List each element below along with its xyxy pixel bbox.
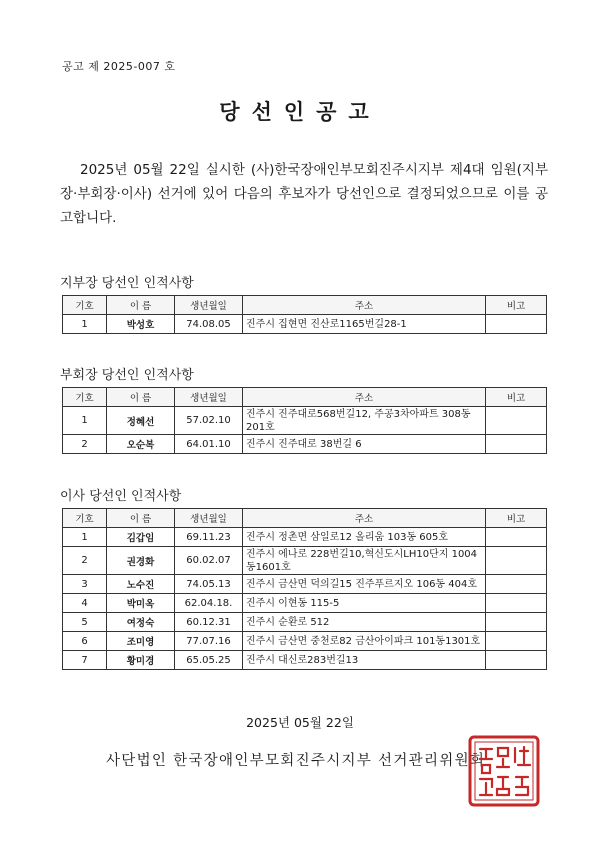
notice-number: 공고 제 2025-007 호 bbox=[62, 60, 176, 73]
intro-paragraph bbox=[60, 158, 548, 230]
cell-address: 진주시 정촌면 삼일로12 올리움 103동 605호 bbox=[243, 528, 486, 547]
cell-note bbox=[486, 315, 547, 334]
header-note: 비고 bbox=[486, 388, 547, 407]
cell-no: 2 bbox=[63, 435, 107, 454]
header-note: 비고 bbox=[486, 296, 547, 315]
document-title: 당선인공고 bbox=[219, 100, 381, 124]
cell-birth: 77.07.16 bbox=[175, 632, 243, 651]
cell-note bbox=[486, 594, 547, 613]
table-row bbox=[63, 407, 547, 435]
cell-note bbox=[486, 435, 547, 454]
announcement-date: 2025년 05월 22일 bbox=[246, 715, 354, 730]
cell-name: 노수진 bbox=[107, 575, 175, 594]
cell-no: 4 bbox=[63, 594, 107, 613]
header-no: 기호 bbox=[63, 388, 107, 407]
cell-address: 진주시 에나로 228번길10,혁신도시LH10단지 1004동1601호 bbox=[243, 547, 486, 575]
cell-no: 7 bbox=[63, 651, 107, 670]
president-table bbox=[62, 295, 547, 334]
cell-address: 진주시 금산면 중천로82 금산아이파크 101동1301호 bbox=[243, 632, 486, 651]
cell-name: 오순복 bbox=[107, 435, 175, 454]
cell-no: 2 bbox=[63, 547, 107, 575]
cell-no: 3 bbox=[63, 575, 107, 594]
cell-note bbox=[486, 528, 547, 547]
section-title-vice-president: 부회장 당선인 인적사항 bbox=[60, 368, 194, 383]
header-address: 주소 bbox=[243, 296, 486, 315]
header-name: 이 름 bbox=[107, 296, 175, 315]
header-birth: 생년월일 bbox=[175, 388, 243, 407]
cell-birth: 60.02.07 bbox=[175, 547, 243, 575]
table-header-row bbox=[63, 509, 547, 528]
header-no: 기호 bbox=[63, 509, 107, 528]
table-row bbox=[63, 651, 547, 670]
header-name: 이 름 bbox=[107, 388, 175, 407]
table-row bbox=[63, 315, 547, 334]
cell-note bbox=[486, 651, 547, 670]
cell-name: 여정숙 bbox=[107, 613, 175, 632]
cell-no: 1 bbox=[63, 315, 107, 334]
directors-table bbox=[62, 508, 547, 670]
cell-address: 진주시 진주대로568번길12, 주공3차아파트 308동 201호 bbox=[243, 407, 486, 435]
cell-note bbox=[486, 407, 547, 435]
cell-address: 진주시 집현면 진산로1165번길28-1 bbox=[243, 315, 486, 334]
cell-no: 5 bbox=[63, 613, 107, 632]
cell-birth: 74.08.05 bbox=[175, 315, 243, 334]
cell-note bbox=[486, 613, 547, 632]
cell-birth: 65.05.25 bbox=[175, 651, 243, 670]
header-birth: 생년월일 bbox=[175, 296, 243, 315]
table-row bbox=[63, 547, 547, 575]
cell-name: 권경화 bbox=[107, 547, 175, 575]
table-row bbox=[63, 632, 547, 651]
cell-name: 정혜선 bbox=[107, 407, 175, 435]
cell-address: 진주시 진주대로 38번길 6 bbox=[243, 435, 486, 454]
header-name: 이 름 bbox=[107, 509, 175, 528]
cell-name: 황미경 bbox=[107, 651, 175, 670]
header-note: 비고 bbox=[486, 509, 547, 528]
cell-no: 1 bbox=[63, 407, 107, 435]
cell-birth: 74.05.13 bbox=[175, 575, 243, 594]
cell-address: 진주시 대신로283번길13 bbox=[243, 651, 486, 670]
header-address: 주소 bbox=[243, 388, 486, 407]
cell-note bbox=[486, 632, 547, 651]
cell-no: 1 bbox=[63, 528, 107, 547]
cell-birth: 57.02.10 bbox=[175, 407, 243, 435]
table-header-row bbox=[63, 388, 547, 407]
section-title-president: 지부장 당선인 인적사항 bbox=[60, 276, 194, 291]
cell-birth: 62.04.18. bbox=[175, 594, 243, 613]
cell-name: 박성호 bbox=[107, 315, 175, 334]
header-address: 주소 bbox=[243, 509, 486, 528]
table-row bbox=[63, 575, 547, 594]
header-no: 기호 bbox=[63, 296, 107, 315]
section-title-directors: 이사 당선인 인적사항 bbox=[60, 489, 182, 504]
cell-address: 진주시 금산면 덕의길15 진주푸르지오 106동 404호 bbox=[243, 575, 486, 594]
cell-address: 진주시 순환로 512 bbox=[243, 613, 486, 632]
cell-note bbox=[486, 575, 547, 594]
cell-name: 조미영 bbox=[107, 632, 175, 651]
cell-address: 진주시 이현동 115-5 bbox=[243, 594, 486, 613]
table-row bbox=[63, 435, 547, 454]
cell-birth: 69.11.23 bbox=[175, 528, 243, 547]
table-header-row bbox=[63, 296, 547, 315]
vice-president-table bbox=[62, 387, 547, 454]
cell-no: 6 bbox=[63, 632, 107, 651]
cell-note bbox=[486, 547, 547, 575]
cell-birth: 60.12.31 bbox=[175, 613, 243, 632]
table-row bbox=[63, 613, 547, 632]
official-seal-icon bbox=[468, 735, 540, 807]
header-birth: 생년월일 bbox=[175, 509, 243, 528]
table-row bbox=[63, 528, 547, 547]
cell-birth: 64.01.10 bbox=[175, 435, 243, 454]
organization-name: 사단법인 한국장애인부모회진주시지부 선거관리위원회 bbox=[106, 753, 486, 769]
table-row bbox=[63, 594, 547, 613]
intro-text: 2025년 05월 22일 실시한 (사)한국장애인부모회진주시지부 제4대 임원(지부장·부회장·이사) 선거에 있어 다음의 후보자가 당선인으로 결정되었으므로 이를 공고합니다. bbox=[60, 162, 548, 226]
cell-name: 박미옥 bbox=[107, 594, 175, 613]
cell-name: 김갑임 bbox=[107, 528, 175, 547]
